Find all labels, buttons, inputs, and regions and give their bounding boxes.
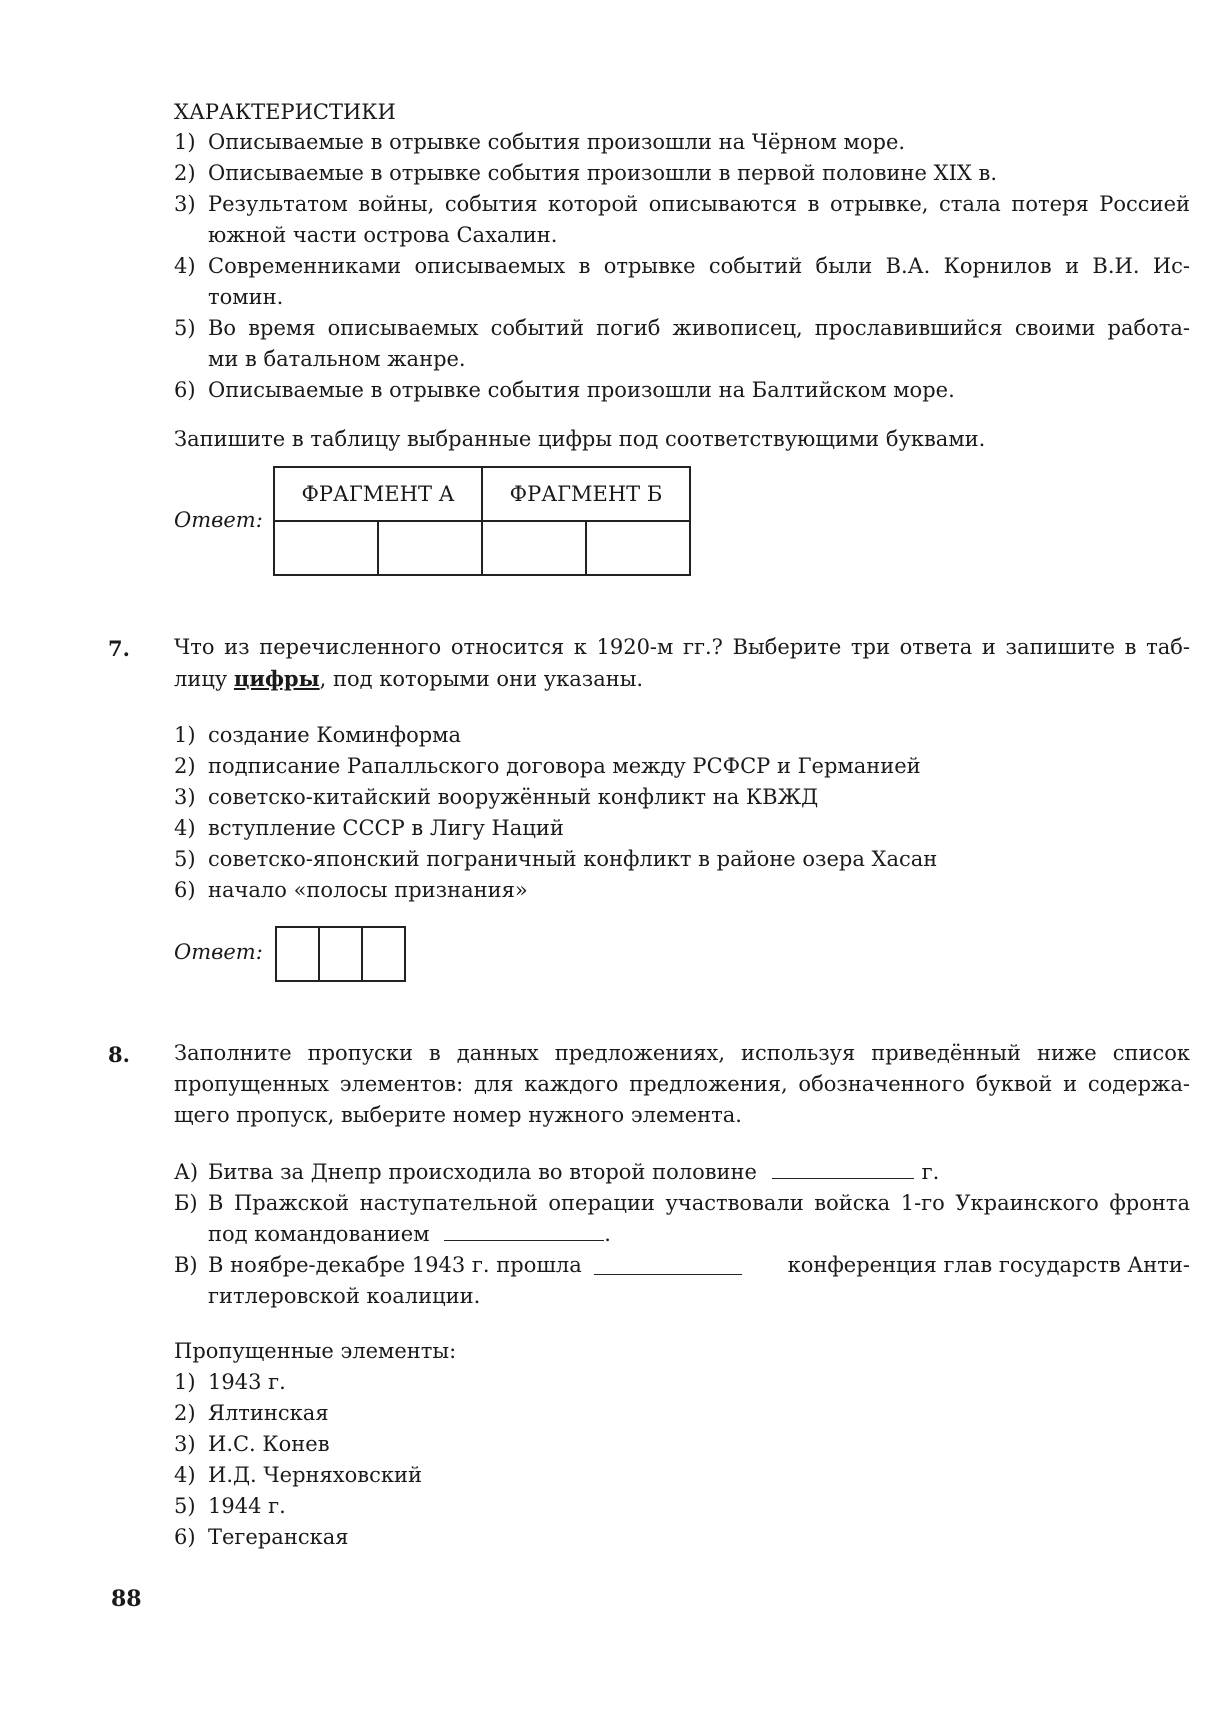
characteristics-heading: ХАРАКТЕРИСТИКИ (174, 100, 396, 124)
answer-cell[interactable] (320, 928, 363, 980)
answer-cell[interactable] (274, 521, 378, 575)
list-item: 5) 1944 г. (174, 1494, 286, 1518)
answer-label: Ответ: (174, 940, 263, 964)
list-item: 6) Тегеранская (174, 1525, 349, 1549)
sentence-a: А) Битва за Днепр происходила во второй половине г. (174, 1160, 940, 1184)
list-item: 5) советско-японский пограничный конфликт в районе озера Хасан (174, 847, 938, 871)
page-number: 88 (111, 1586, 142, 1612)
sentence-b: Б) В Пражской наступательной операции участвовали войска 1-го Украинского фронта (174, 1191, 1190, 1215)
fragment-answer-table (273, 466, 691, 576)
missing-elements-heading: Пропущенные элементы: (174, 1339, 457, 1363)
answer-cell[interactable] (482, 521, 586, 575)
list-item: 6) Описываемые в отрывке события произошли на Балтийском море. (174, 378, 955, 402)
list-item-continuation: южной части острова Сахалин. (208, 223, 558, 247)
question-number: 8. (108, 1042, 130, 1067)
sentence-b-continuation: под командованием . (208, 1222, 611, 1246)
question-7-text: Что из перечисленного относится к 1920-м гг.? Выберите три ответа и запишите в таб- лицу цифры, под которыми они указаны. (174, 635, 1190, 691)
characteristics-list (174, 127, 1190, 406)
list-item: 3) И.С. Конев (174, 1432, 330, 1456)
answer-cell[interactable] (277, 928, 320, 980)
list-item: 4) вступление СССР в Лигу Наций (174, 816, 564, 840)
question-8-sentences (174, 1157, 1190, 1312)
question-7-options (174, 720, 937, 906)
answer-cell[interactable] (586, 521, 690, 575)
column-header-fragment-a: ФРАГМЕНТ А (274, 467, 482, 521)
list-item: 1) 1943 г. (174, 1370, 286, 1394)
list-item: 6) начало «полосы признания» (174, 878, 528, 902)
list-item-continuation: ми в батальном жанре. (208, 347, 466, 371)
list-item: 3) Результатом войны, события которой описываются в отрывке, стала потеря Россией (174, 192, 1190, 216)
list-item: 5) Во время описываемых событий погиб живописец, прославившийся своими работа- (174, 316, 1190, 340)
answer-cell[interactable] (363, 928, 404, 980)
question-8-text: Заполните пропуски в данных предложениях, используя приведённый ниже список пропущенных элементов: для каждого предложения, обозначенного буквой и содержа- щего пропуск, выберите номер нужного элемента. (174, 1041, 1190, 1127)
list-item: 2) Описываемые в отрывке события произошли в первой половине XIX в. (174, 161, 997, 185)
sentence-c: В) В ноябре-декабре 1943 г. прошла конференция глав государств Анти- (174, 1253, 1190, 1277)
column-header-fragment-b: ФРАГМЕНТ Б (482, 467, 690, 521)
table-instruction: Запишите в таблицу выбранные цифры под соответствующими буквами. (174, 427, 986, 451)
list-item: 1) Описываемые в отрывке события произошли на Чёрном море. (174, 130, 906, 154)
list-item: 2) подписание Рапалльского договора между РСФСР и Германией (174, 754, 921, 778)
list-item: 1) создание Коминформа (174, 723, 462, 747)
blank-c[interactable] (594, 1256, 742, 1275)
blank-a[interactable] (772, 1160, 914, 1179)
list-item: 2) Ялтинская (174, 1401, 329, 1425)
list-item: 4) И.Д. Черняховский (174, 1463, 422, 1487)
list-item: 4) Современниками описываемых в отрывке событий были В.А. Корнилов и В.И. Ис- (174, 254, 1190, 278)
answer-label: Ответ: (174, 508, 263, 532)
missing-elements-list (174, 1367, 422, 1553)
question-number: 7. (108, 636, 130, 661)
sentence-c-continuation: гитлеровской коалиции. (208, 1284, 481, 1308)
blank-b[interactable] (444, 1222, 604, 1241)
list-item-continuation: томин. (208, 285, 284, 309)
list-item: 3) советско-китайский вооружённый конфликт на КВЖД (174, 785, 819, 809)
answer-cell[interactable] (378, 521, 482, 575)
answer-cells (275, 926, 406, 982)
